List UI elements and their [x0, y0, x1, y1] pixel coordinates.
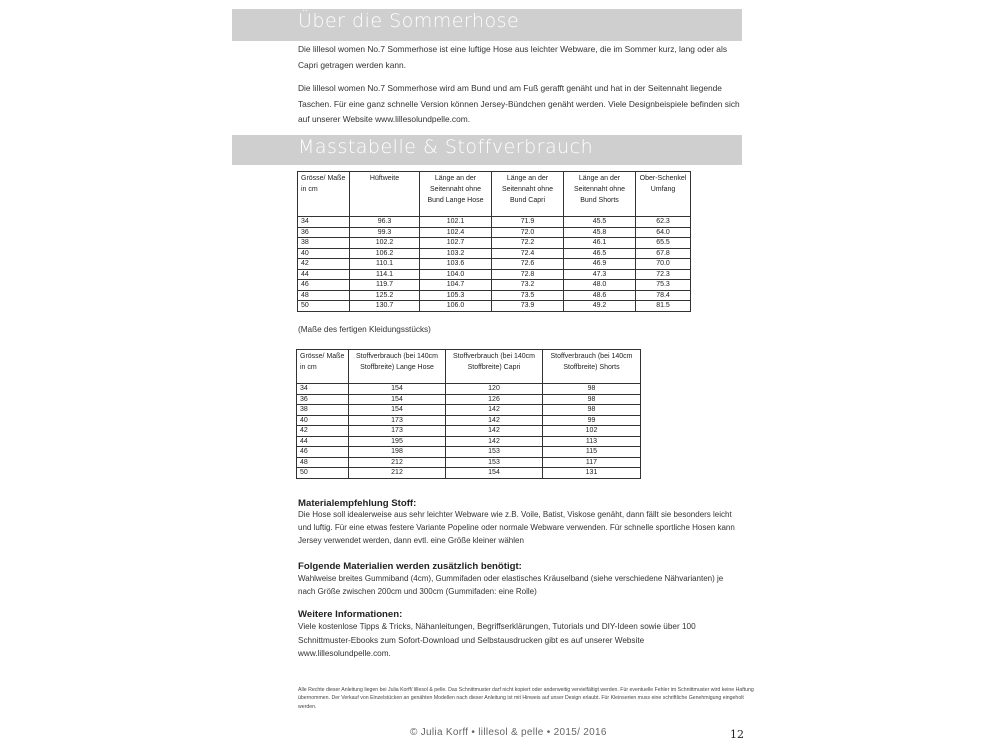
value-cell: 65.5: [636, 238, 691, 249]
value-cell: 130.7: [350, 301, 420, 312]
value-cell: 102.7: [420, 238, 492, 249]
material-heading: Materialempfehlung Stoff:: [298, 498, 417, 509]
value-cell: 73.5: [492, 290, 564, 301]
section-banner-size-table: [232, 135, 742, 165]
fabric-table-row: [297, 415, 641, 426]
value-cell: 115: [543, 447, 641, 458]
value-cell: 173: [349, 426, 446, 437]
value-cell: 72.3: [636, 269, 691, 280]
size-table-header: Länge an der Seitennaht ohne Bund Capri: [492, 172, 564, 217]
size-cell: 44: [298, 269, 350, 280]
size-table-row: [298, 259, 691, 270]
size-table-row: [298, 269, 691, 280]
size-cell: 48: [297, 457, 349, 468]
size-cell: 38: [297, 405, 349, 416]
size-cell: 50: [298, 301, 350, 312]
value-cell: 154: [446, 468, 543, 479]
value-cell: 153: [446, 457, 543, 468]
fabric-table-row: [297, 405, 641, 416]
fabric-table-row: [297, 384, 641, 395]
value-cell: 73.9: [492, 301, 564, 312]
fabric-table: [296, 349, 641, 479]
size-cell: 38: [298, 238, 350, 249]
size-cell: 34: [298, 217, 350, 228]
value-cell: 46.1: [564, 238, 636, 249]
value-cell: 173: [349, 415, 446, 426]
value-cell: 102: [543, 426, 641, 437]
value-cell: 104.7: [420, 280, 492, 291]
section-title-size-table: Masstabelle & Stoffverbrauch: [298, 136, 594, 158]
value-cell: 113: [543, 436, 641, 447]
size-cell: 50: [297, 468, 349, 479]
size-cell: 48: [298, 290, 350, 301]
size-cell: 36: [297, 394, 349, 405]
value-cell: 154: [349, 384, 446, 395]
value-cell: 99: [543, 415, 641, 426]
size-table-header: Hüftweite: [350, 172, 420, 217]
value-cell: 96.3: [350, 217, 420, 228]
value-cell: 48.6: [564, 290, 636, 301]
value-cell: 117: [543, 457, 641, 468]
value-cell: 98: [543, 384, 641, 395]
value-cell: 142: [446, 436, 543, 447]
value-cell: 198: [349, 447, 446, 458]
value-cell: 49.2: [564, 301, 636, 312]
size-table-note: (Maße des fertigen Kleidungsstücks): [298, 325, 431, 334]
size-table-header: Länge an der Seitennaht ohne Bund Shorts: [564, 172, 636, 217]
fabric-table-row: [297, 468, 641, 479]
value-cell: 142: [446, 405, 543, 416]
value-cell: 106.2: [350, 248, 420, 259]
value-cell: 154: [349, 405, 446, 416]
value-cell: 46.5: [564, 248, 636, 259]
value-cell: 72.4: [492, 248, 564, 259]
fabric-table-header: Stoffverbrauch (bei 140cm Stoffbreite) Lange Hose: [349, 350, 446, 384]
value-cell: 45.5: [564, 217, 636, 228]
value-cell: 119.7: [350, 280, 420, 291]
fabric-table-row: [297, 436, 641, 447]
value-cell: 212: [349, 457, 446, 468]
value-cell: 72.6: [492, 259, 564, 270]
value-cell: 48.0: [564, 280, 636, 291]
value-cell: 70.0: [636, 259, 691, 270]
fabric-table-row: [297, 447, 641, 458]
page-number: 12: [730, 728, 744, 741]
size-table-row: [298, 280, 691, 291]
fabric-table-row: [297, 426, 641, 437]
value-cell: 81.5: [636, 301, 691, 312]
extra-materials-heading: Folgende Materialien werden zusätzlich benötigt:: [298, 561, 522, 572]
value-cell: 126: [446, 394, 543, 405]
value-cell: 103.2: [420, 248, 492, 259]
value-cell: 72.2: [492, 238, 564, 249]
section-banner-about: [232, 9, 742, 41]
value-cell: 102.2: [350, 238, 420, 249]
footer-copyright: © Julia Korff • lillesol & pelle • 2015/ 2016: [410, 727, 607, 738]
fabric-table-row: [297, 394, 641, 405]
size-table-row: [298, 217, 691, 228]
value-cell: 64.0: [636, 227, 691, 238]
size-cell: 40: [297, 415, 349, 426]
value-cell: 72.0: [492, 227, 564, 238]
size-table-row: [298, 238, 691, 249]
fabric-table-row: [297, 457, 641, 468]
size-cell: 40: [298, 248, 350, 259]
value-cell: 114.1: [350, 269, 420, 280]
value-cell: 71.9: [492, 217, 564, 228]
value-cell: 72.8: [492, 269, 564, 280]
value-cell: 78.4: [636, 290, 691, 301]
value-cell: 106.0: [420, 301, 492, 312]
value-cell: 98: [543, 405, 641, 416]
size-table-row: [298, 248, 691, 259]
value-cell: 120: [446, 384, 543, 395]
value-cell: 153: [446, 447, 543, 458]
size-cell: 36: [298, 227, 350, 238]
size-cell: 44: [297, 436, 349, 447]
value-cell: 102.1: [420, 217, 492, 228]
info-text: Viele kostenlose Tipps & Tricks, Nähanleitungen, Begriffserklärungen, Tutorials und DIY-Ideen sowie über 100 Schnittmuster-Ebooks zum Sofort-Download und Selbstausdrucken gibt es auf unserer Website www.lillesolundpelle.com.: [298, 622, 696, 658]
value-cell: 154: [349, 394, 446, 405]
value-cell: 104.0: [420, 269, 492, 280]
extra-materials-text: Wahlweise breites Gummiband (4cm), Gummifaden oder elastisches Kräuselband (siehe verschiedene Nähvarianten) je nach Größe zwischen 200cm und 300cm (Gummifaden: eine Rolle): [298, 574, 724, 596]
legal-notice: Alle Rechte dieser Anleitung liegen bei Julia Korff/ lillesol & pelle. Das Schnittmuster darf nicht kopiert oder anderweitig vervielfältigt werden. Für eventuelle Fehler im Schnittmuster wird keine Haftung übernommen. Der Verkauf von Einzelstücken an genähten Modellen nach dieser Anleitung ist mit Hinweis auf unser Design erlaubt. Für Kleinserien muss eine schriftliche Genehmigung eingeholt werden.: [298, 687, 754, 710]
fabric-table-header: Stoffverbrauch (bei 140cm Stoffbreite) Capri: [446, 350, 543, 384]
size-cell: 42: [298, 259, 350, 270]
size-table-row: [298, 290, 691, 301]
size-table-header: Grösse/ Maße in cm: [298, 172, 350, 217]
size-table-row: [298, 301, 691, 312]
value-cell: 73.2: [492, 280, 564, 291]
info-heading: Weitere Informationen:: [298, 609, 403, 620]
value-cell: 195: [349, 436, 446, 447]
value-cell: 142: [446, 415, 543, 426]
intro-paragraph-2: Die lillesol women No.7 Sommerhose wird am Bund und am Fuß gerafft genäht und hat in der Seitennaht liegende Taschen. Für eine ganz schnelle Version können Jersey-Bündchen genäht werden. Viele Designbeispiele befinden sich auf unserer Website www.lillesolundpelle.com.: [298, 83, 740, 124]
value-cell: 142: [446, 426, 543, 437]
size-table: [297, 171, 691, 312]
intro-paragraph-1: Die lillesol women No.7 Sommerhose ist eine luftige Hose aus leichter Webware, die im Sommer kurz, lang oder als Capri getragen werden kann.: [298, 44, 728, 70]
size-cell: 46: [297, 447, 349, 458]
value-cell: 67.8: [636, 248, 691, 259]
fabric-table-header: Grösse/ Maße in cm: [297, 350, 349, 384]
value-cell: 103.6: [420, 259, 492, 270]
size-table-header: Länge an der Seitennaht ohne Bund Lange Hose: [420, 172, 492, 217]
size-cell: 46: [298, 280, 350, 291]
value-cell: 110.1: [350, 259, 420, 270]
fabric-table-header: Stoffverbrauch (bei 140cm Stoffbreite) Shorts: [543, 350, 641, 384]
value-cell: 212: [349, 468, 446, 479]
size-cell: 34: [297, 384, 349, 395]
section-title-about: Über die Sommerhose: [298, 10, 520, 32]
value-cell: 125.2: [350, 290, 420, 301]
size-cell: 42: [297, 426, 349, 437]
size-table-row: [298, 227, 691, 238]
value-cell: 99.3: [350, 227, 420, 238]
value-cell: 62.3: [636, 217, 691, 228]
value-cell: 98: [543, 394, 641, 405]
value-cell: 131: [543, 468, 641, 479]
value-cell: 75.3: [636, 280, 691, 291]
value-cell: 47.3: [564, 269, 636, 280]
value-cell: 46.9: [564, 259, 636, 270]
size-table-header: Ober-Schenkel Umfang: [636, 172, 691, 217]
material-text: Die Hose soll idealerweise aus sehr leichter Webware wie z.B. Voile, Batist, Viskose genäht, dann fällt sie besonders leicht und luftig. Für eine etwas festere Variante Popeline oder normale Webware verwenden. Für schnelle sportliche Hosen kann Jersey verwendet werden, dann evtl. eine Größe kleiner wählen: [298, 510, 735, 545]
value-cell: 45.8: [564, 227, 636, 238]
value-cell: 102.4: [420, 227, 492, 238]
value-cell: 105.3: [420, 290, 492, 301]
